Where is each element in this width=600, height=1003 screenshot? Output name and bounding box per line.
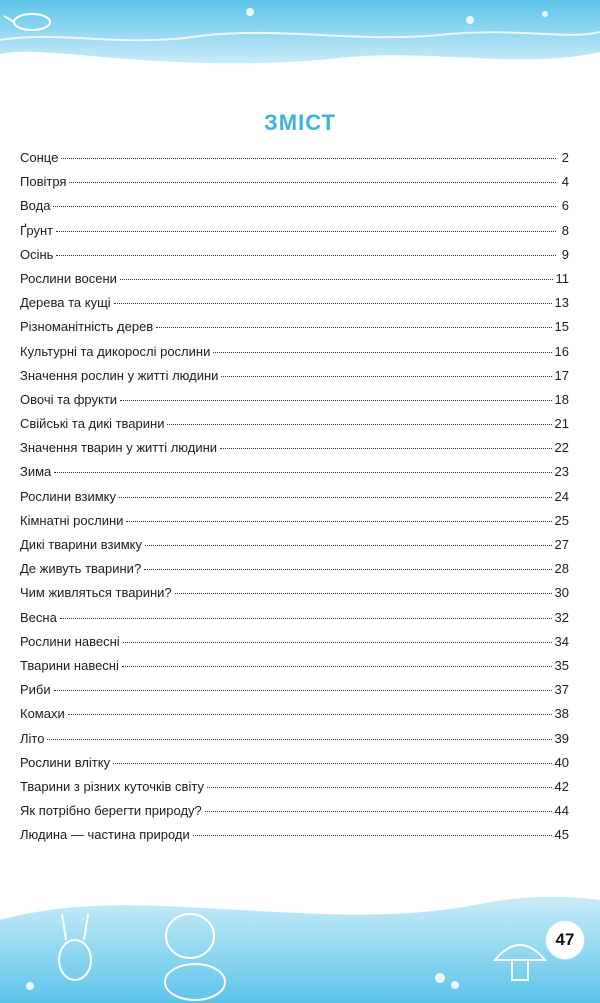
toc-entry-label: Значення рослин у житті людини [20, 367, 219, 383]
toc-entry [20, 799, 569, 823]
toc-entry [20, 388, 569, 412]
toc-entry-page: 4 [561, 174, 569, 190]
toc-entry-label: Рослини влітку [20, 754, 111, 770]
toc-entry [20, 219, 569, 243]
toc-entry [20, 751, 569, 775]
toc-entry-label: Сонце [20, 150, 59, 165]
toc-entry [20, 315, 569, 339]
toc-entry-label: Повітря [20, 174, 67, 190]
dot-leader [53, 205, 556, 207]
toc-entry [20, 654, 569, 678]
toc-entry [20, 509, 569, 533]
toc-entry-page: 15 [554, 319, 569, 335]
toc-entry [20, 460, 569, 484]
toc-entry [20, 364, 569, 388]
toc-entry-page: 42 [554, 778, 569, 794]
dot-leader [56, 254, 556, 256]
dot-leader [126, 520, 551, 522]
bottom-decorative-banner [0, 890, 600, 1003]
toc-entry-page: 2 [561, 150, 569, 165]
toc-entry-label: Тварини навесні [20, 657, 119, 673]
table-of-contents [20, 146, 569, 847]
toc-entry-label: Рослини взимку [20, 488, 116, 504]
toc-entry [20, 194, 569, 218]
toc-entry-label: Людина — частина природи [20, 827, 190, 843]
dot-leader [145, 544, 552, 546]
toc-entry-label: Овочі та фрукти [20, 391, 118, 407]
dot-leader [193, 834, 552, 836]
toc-entry-label: Осінь [20, 246, 54, 262]
toc-entry-page: 45 [554, 827, 569, 843]
toc-entry [20, 775, 569, 799]
dot-leader [167, 423, 551, 425]
toc-entry-label: Де живуть тварини? [20, 561, 142, 577]
toc-entry-label: Весна [20, 609, 57, 625]
toc-entry-label: Чим живляться тварини? [20, 585, 172, 601]
toc-entry [20, 485, 569, 509]
toc-entry [20, 606, 569, 630]
dot-leader [220, 447, 552, 449]
toc-entry-label: Зима [20, 464, 52, 480]
toc-entry-label: Різноманітність дерев [20, 319, 154, 335]
toc-entry [20, 146, 569, 170]
dot-leader [56, 230, 556, 232]
dot-leader [69, 181, 556, 183]
toc-entry-page: 35 [554, 657, 569, 673]
toc-entry [20, 702, 569, 726]
toc-entry-page: 8 [561, 222, 569, 238]
dot-leader [120, 278, 553, 280]
toc-entry-label: Культурні та дикорослі рослини [20, 343, 211, 359]
toc-entry [20, 436, 569, 460]
toc-entry-label: Риби [20, 682, 51, 698]
dot-leader [119, 496, 552, 498]
dot-leader [68, 713, 552, 715]
toc-entry-label: Дикі тварини взимку [20, 537, 142, 552]
toc-entry-page: 44 [554, 803, 569, 819]
toc-entry [20, 243, 569, 267]
toc-entry-label: Рослини навесні [20, 633, 120, 649]
toc-entry-label: Кімнатні рослини [20, 512, 124, 528]
dot-leader [175, 592, 552, 594]
toc-entry [20, 557, 569, 581]
toc-entry [20, 170, 569, 194]
toc-entry [20, 678, 569, 702]
toc-entry-page: 38 [554, 706, 569, 722]
dot-leader [123, 641, 552, 643]
toc-entry-page: 39 [554, 730, 569, 746]
dot-leader [213, 351, 551, 353]
toc-entry-label: Дерева та кущі [20, 295, 111, 311]
toc-entry-label: Свійські та дикі тварини [20, 416, 165, 432]
dot-leader [60, 617, 552, 619]
toc-entry-page: 9 [561, 246, 569, 262]
toc-entry-page: 13 [554, 295, 569, 311]
dot-leader [122, 665, 552, 667]
toc-entry [20, 581, 569, 605]
toc-entry [20, 412, 569, 436]
toc-entry-page: 25 [554, 512, 569, 528]
dot-leader [221, 375, 551, 377]
toc-entry [20, 340, 569, 364]
toc-entry-page: 34 [554, 633, 569, 649]
toc-entry-label: Значення тварин у житті людини [20, 440, 218, 456]
toc-entry-label: Рослини восени [20, 270, 117, 286]
dot-leader [205, 810, 552, 812]
dot-leader [120, 399, 551, 401]
dot-leader [144, 568, 551, 570]
toc-entry-page: 30 [554, 585, 569, 601]
toc-entry [20, 727, 569, 751]
dot-leader [54, 689, 552, 691]
page-title: ЗМІСТ [264, 110, 336, 135]
toc-entry [20, 630, 569, 654]
toc-entry-page: 16 [554, 343, 569, 359]
toc-entry-label: Комахи [20, 706, 65, 722]
toc-entry-page: 40 [554, 754, 569, 770]
dot-leader [113, 762, 551, 764]
toc-entry-page: 28 [554, 561, 569, 577]
toc-entry-page: 22 [554, 440, 569, 456]
toc-entry-page: 11 [555, 270, 569, 286]
dot-leader [61, 157, 556, 159]
toc-entry-page: 32 [554, 609, 569, 625]
dot-leader [54, 471, 551, 473]
toc-entry-page: 27 [554, 537, 569, 552]
toc-entry [20, 291, 569, 315]
toc-entry [20, 267, 569, 291]
toc-entry-label: Ґрунт [20, 222, 54, 238]
toc-entry-page: 23 [554, 464, 569, 480]
toc-entry [20, 823, 569, 847]
toc-entry-page: 17 [554, 367, 569, 383]
toc-entry-page: 6 [561, 198, 569, 214]
toc-entry [20, 533, 569, 557]
top-decorative-banner [0, 0, 600, 80]
toc-entry-page: 24 [554, 488, 569, 504]
toc-entry-page: 37 [554, 682, 569, 698]
dot-leader [47, 738, 551, 740]
page-number: 47 [545, 920, 585, 960]
toc-entry-page: 18 [554, 391, 569, 407]
dot-leader [156, 326, 551, 328]
toc-entry-label: Вода [20, 198, 51, 214]
dot-leader [207, 786, 552, 788]
dot-leader [114, 302, 552, 304]
toc-entry-label: Тварини з різних куточків світу [20, 778, 204, 794]
toc-entry-label: Літо [20, 730, 45, 746]
toc-entry-label: Як потрібно берегти природу? [20, 803, 202, 819]
toc-entry-page: 21 [554, 416, 569, 432]
